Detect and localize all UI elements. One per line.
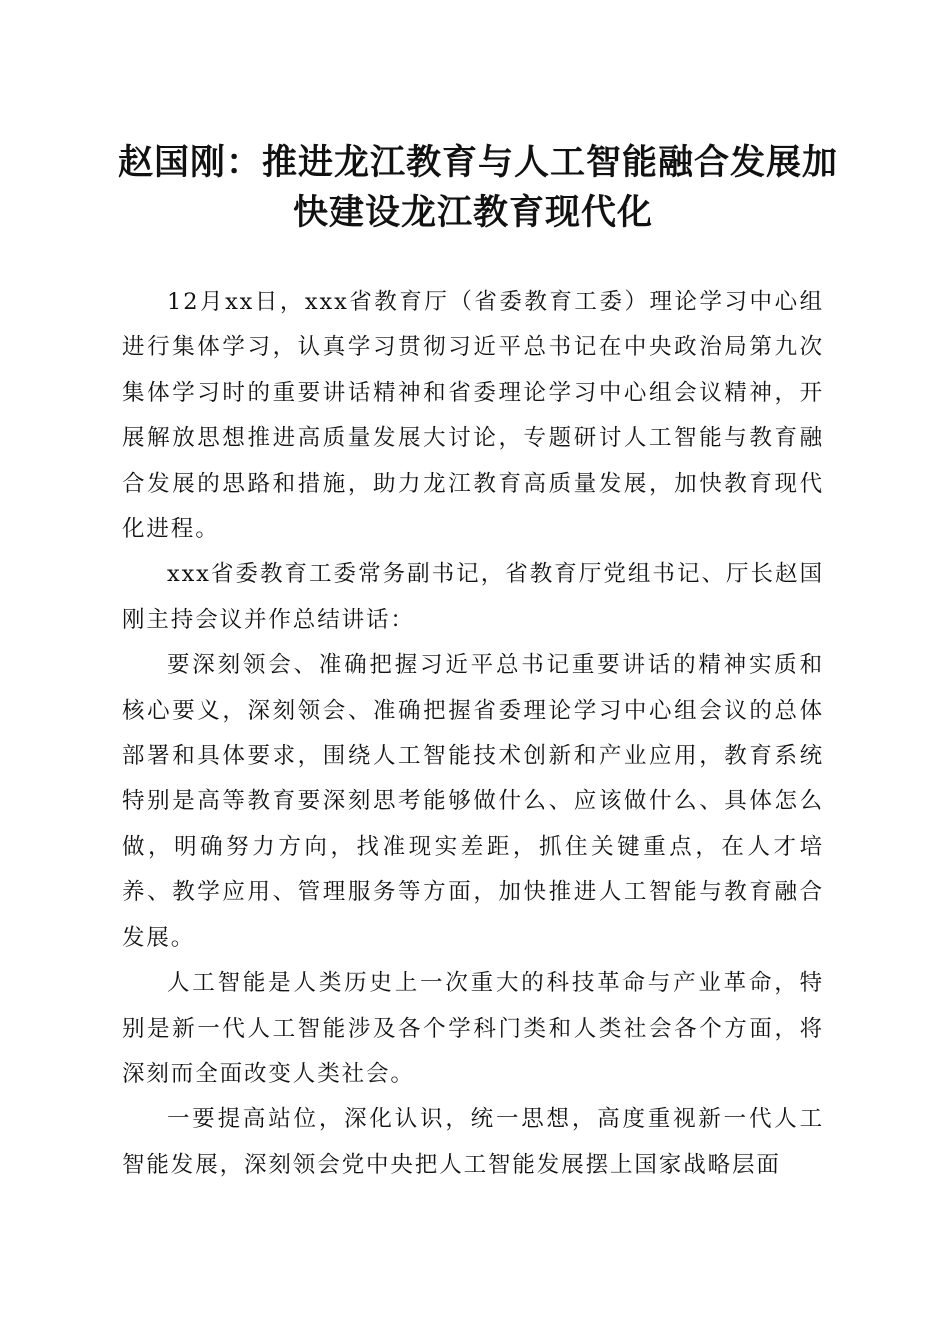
- document-title: [118, 138, 839, 238]
- paragraph-4: 人工智能是人类历史上一次重大的科技革命与产业革命，特别是新一代人工智能涉及各个学科门类和人类社会各个方面，将深刻而全面改变人类社会。: [122, 970, 824, 1087]
- title-line-2: 快建设龙江教育现代化: [292, 192, 653, 233]
- title-line-1: 赵国刚：推进龙江教育与人工智能融合发展加: [118, 142, 839, 183]
- document-body: [122, 280, 824, 1188]
- paragraph-3: 要深刻领会、准确把握习近平总书记重要讲话的精神实质和核心要义，深刻领会、准确把握省委理论学习中心组会议的总体部署和具体要求，围绕人工智能技术创新和产业应用，教育系统特别是高等教育要深刻思考能够做什么、应该做什么、具体怎么做，明确努力方向，找准现实差距，抓住关键重点，在人才培养、教学应用、管理服务等方面，加快推进人工智能与教育融合发展。: [122, 652, 824, 951]
- paragraph-2: xxx省委教育工委常务副书记，省教育厅党组书记、厅长赵国刚主持会议并作总结讲话：: [122, 561, 824, 633]
- paragraph-5: 一要提高站位，深化认识，统一思想，高度重视新一代人工智能发展，深刻领会党中央把人工智能发展摆上国家战略层面: [122, 1106, 824, 1178]
- paragraph-1: 12月xx日，xxx省教育厅（省委教育工委）理论学习中心组进行集体学习，认真学习贯彻习近平总书记在中央政治局第九次集体学习时的重要讲话精神和省委理论学习中心组会议精神，开展解放思想推进高质量发展大讨论，专题研讨人工智能与教育融合发展的思路和措施，助力龙江教育高质量发展，加快教育现代化进程。: [122, 289, 824, 543]
